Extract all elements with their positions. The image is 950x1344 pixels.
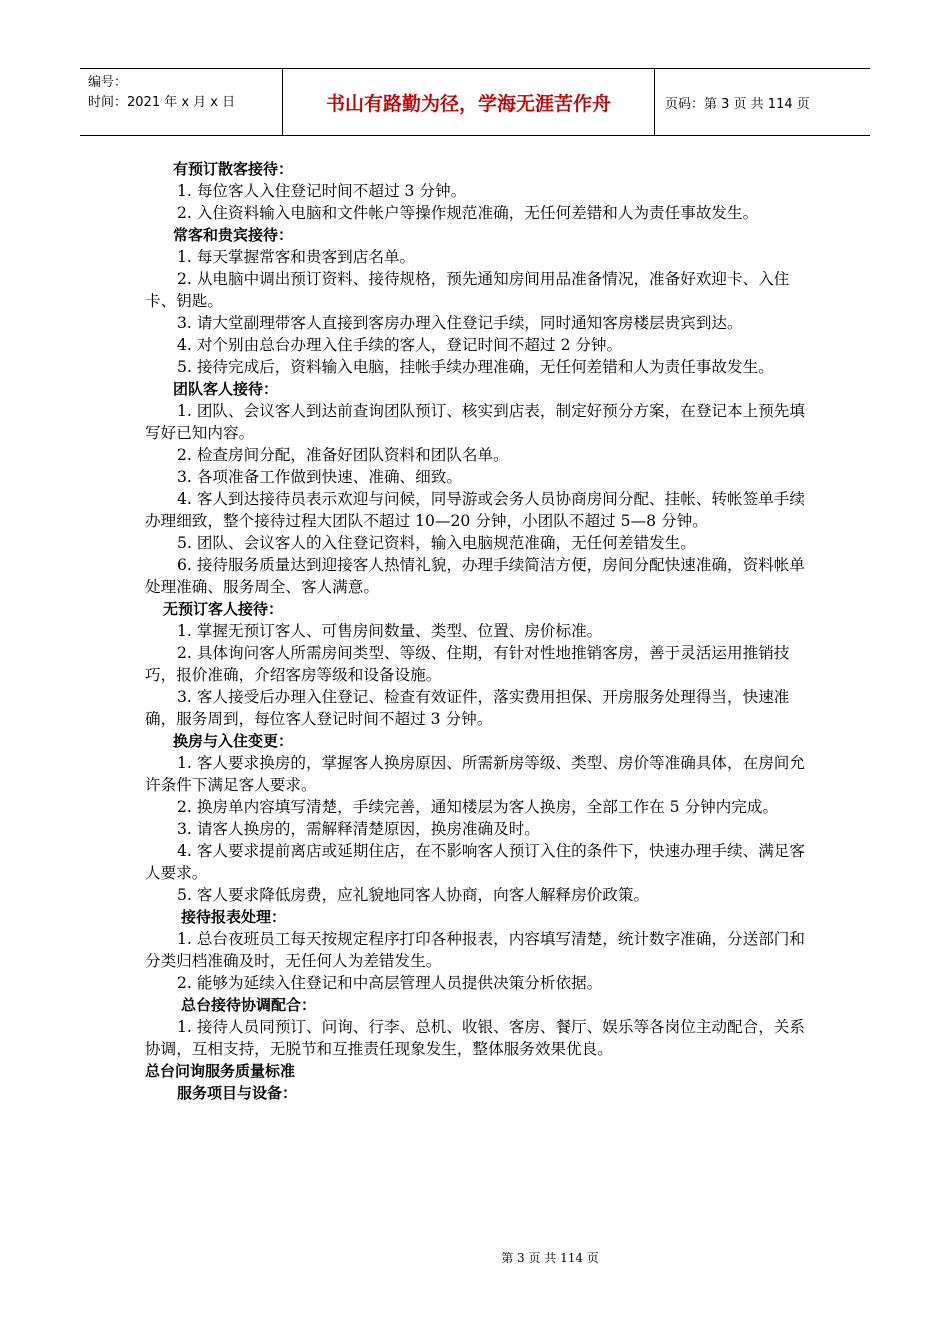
list-item: 3. 请大堂副理带客人直接到客房办理入住登记手续，同时通知客房楼层贵宾到达。 [177,314,743,332]
document-body [145,158,809,1104]
header-page-info: 页码：第 3 页 共 114 页 [665,96,810,112]
section-heading: 常客和贵宾接待： [173,226,294,244]
list-item: 2. 从电脑中调出预订资料、接待规格，预先通知房间用品准备情况，准备好欢迎卡、入住卡、钥匙。 [145,270,790,310]
list-item: 1. 每天掌握常客和贵客到店名单。 [177,248,416,266]
list-item: 2. 检查房间分配，准备好团队资料和团队名单。 [177,446,509,464]
list-item: 1. 接待人员同预订、问询、行李、总机、收银、客房、餐厅、娱乐等各岗位主动配合，关系协调，互相支持，无脱节和互推责任现象发生，整体服务效果优良。 [145,1018,805,1058]
section-heading: 无预订客人接待： [163,600,284,618]
list-item: 2. 换房单内容填写清楚，手续完善，通知楼层为客人换房，全部工作在 5 分钟内完成。 [177,798,779,816]
list-item: 5. 客人要求降低房费，应礼貌地同客人协商，向客人解释房价政策。 [177,886,650,904]
section-heading: 团队客人接待： [173,380,279,398]
list-item: 4. 客人到达接待员表示欢迎与问候，同导游或会务人员协商房间分配、挂帐、转帐签单手续办理细致，整个接待过程大团队不超过 10—20 分钟，小团队不超过 5—8 分钟。 [145,490,805,530]
list-item: 3. 各项准备工作做到快速、准确、细致。 [177,468,462,486]
section-heading: 服务项目与设备： [177,1084,298,1102]
section-heading: 总台接待协调配合： [181,996,317,1014]
header-meta [80,69,283,135]
page-header [80,68,870,136]
list-item: 3. 请客人换房的，需解释清楚原因，换房准确及时。 [177,820,540,838]
section-heading: 换房与入住变更： [173,732,294,750]
section-title: 总台问询服务质量标准 [145,1062,296,1080]
list-item: 2. 具体询问客人所需房间类型、等级、住期，有针对性地推销客房，善于灵活运用推销技巧，报价准确，介绍客房等级和设备设施。 [145,644,790,684]
list-item: 2. 能够为延续入住登记和中高层管理人员提供决策分析依据。 [177,974,603,992]
time-label: 时间：2021 年 x 月 x 日 [88,95,236,110]
list-item: 5. 团队、会议客人的入住登记资料，输入电脑规范准确，无任何差错发生。 [177,534,696,552]
list-item: 3. 客人接受后办理入住登记、检查有效证件，落实费用担保、开房服务处理得当，快速准确，服务周到，每位客人登记时间不超过 3 分钟。 [145,688,790,728]
list-item: 1. 掌握无预订客人、可售房间数量、类型、位置、房价标准。 [177,622,603,640]
list-item: 1. 总台夜班员工每天按规定程序打印各种报表，内容填写清楚，统计数字准确，分送部门和分类归档准确及时，无任何人为差错发生。 [145,930,805,970]
list-item: 6. 接待服务质量达到迎接客人热情礼貌，办理手续简洁方便，房间分配快速准确，资料帐单处理准确、服务周全、客人满意。 [145,556,805,596]
list-item: 2. 入住资料输入电脑和文件帐户等操作规范准确，无任何差错和人为责任事故发生。 [177,204,759,222]
list-item: 1. 团队、会议客人到达前查询团队预订、核实到店表，制定好预分方案，在登记本上预先填写好已知内容。 [145,402,805,442]
list-item: 1. 客人要求换房的，掌握客人换房原因、所需新房等级、类型、房价等准确具体，在房间允许条件下满足客人要求。 [145,754,805,794]
section-heading: 接待报表处理： [181,908,287,926]
header-motto: 书山有路勤为径，学海无涯苦作舟 [283,69,655,135]
list-item: 1. 每位客人入住登记时间不超过 3 分钟。 [177,182,467,200]
page-footer: 第 3 页 共 114 页 [501,1251,599,1265]
number-label: 编号： [88,75,128,90]
list-item: 5. 接待完成后，资料输入电脑，挂帐手续办理准确，无任何差错和人为责任事故发生。 [177,358,774,376]
section-heading: 有预订散客接待： [173,160,294,178]
list-item: 4. 对个别由总台办理入住手续的客人，登记时间不超过 2 分钟。 [177,336,623,354]
list-item: 4. 客人要求提前离店或延期住店，在不影响客人预订入住的条件下，快速办理手续、满足客人要求。 [145,842,805,882]
